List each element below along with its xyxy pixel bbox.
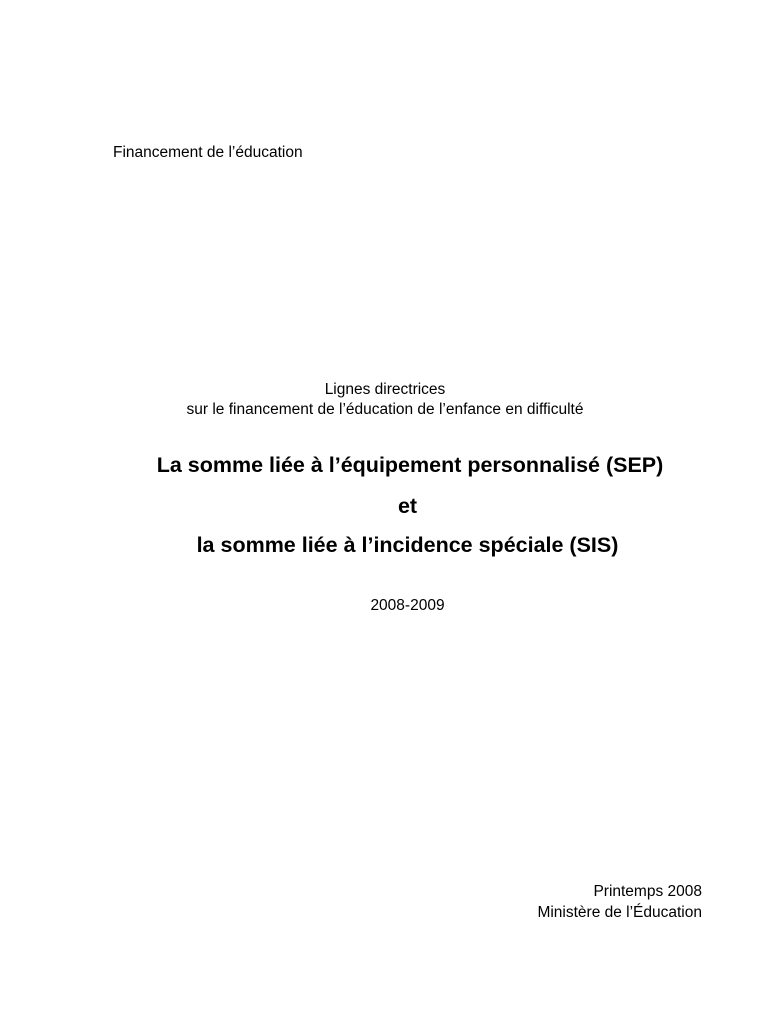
subtitle-line-2: sur le financement de l’éducation de l’enfance en difficulté bbox=[186, 401, 584, 418]
subtitle-block bbox=[0, 380, 770, 420]
program-header: Financement de l’éducation bbox=[113, 144, 303, 161]
document-title-line-1: La somme liée à l’équipement personnalisé (SEP) bbox=[156, 453, 664, 477]
document-title-conjunction: et bbox=[397, 494, 418, 518]
document-title-line-2: la somme liée à l’incidence spéciale (SIS) bbox=[196, 533, 619, 557]
publication-season: Printemps 2008 bbox=[593, 883, 702, 900]
subtitle-line-1: Lignes directrices bbox=[324, 381, 446, 398]
fiscal-year: 2008-2009 bbox=[370, 597, 445, 614]
publication-footer bbox=[537, 881, 702, 923]
ministry-name: Ministère de l’Éducation bbox=[537, 904, 702, 921]
